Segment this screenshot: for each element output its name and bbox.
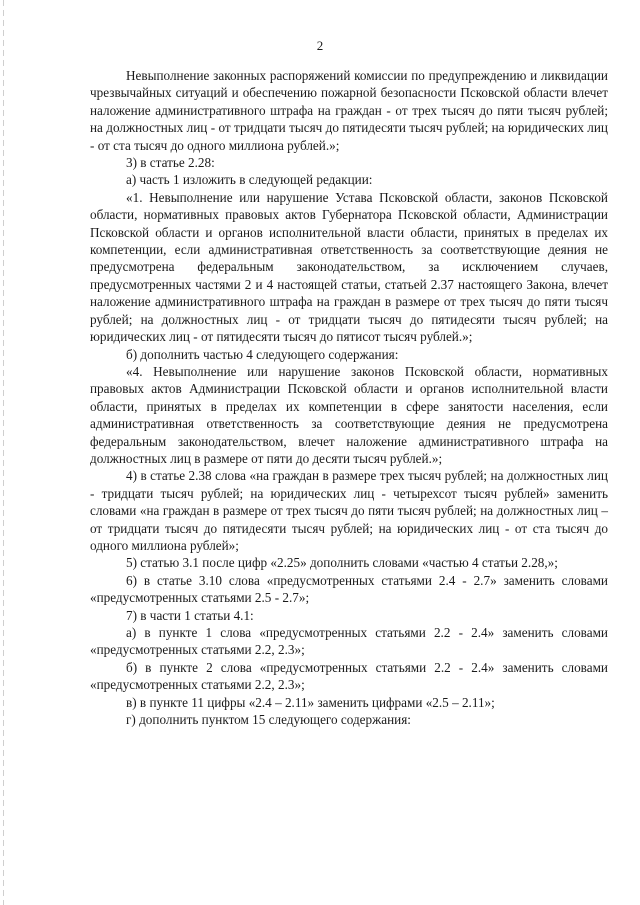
- paragraph-penalty-commission: Невыполнение законных распоряжений комиссии по предупреждению и ликвидации чрезвычайных ситуаций и обеспечению пожарной безопасности Псковской области влечет наложение административного штрафа на граждан - от трех тысяч до пяти тысяч рублей; на должностных лиц - от тридцати тысяч до пятидесяти тысяч рублей; на юридических лиц - от ста тысяч до одного миллиона рублей.»;: [90, 68, 608, 153]
- item-4-article-2-38: 4) в статье 2.38 слова «на граждан в размере трех тысяч рублей; на должностных лиц - тридцати тысяч рублей; на юридических лиц - четырехсот тысяч рублей» заменить словами «на граждан в размере от трех тысяч до пяти тысяч рублей; на должностных лиц – от тридцати тысяч до пятидесяти тысяч рублей; на юридических лиц - от ста тысяч до одного миллиона рублей»;: [90, 468, 608, 553]
- item-3a-part-1: а) часть 1 изложить в следующей редакции:: [126, 172, 373, 188]
- item-3-article-2-28: 3) в статье 2.28:: [126, 155, 215, 171]
- item-3b-part-4: б) дополнить частью 4 следующего содержания:: [126, 346, 399, 362]
- page-number: 2: [316, 38, 324, 53]
- quote-part-1-text: «1. Невыполнение или нарушение Устава Псковской области, законов Псковской области, нормативных правовых актов Губернатора Псковской области, Администрации Псковской области и органов исполнительной власти области, принятых в пределах их компетенции, если административная ответственность за соответствующие деяния не предусмотрена федеральным законодательством, за исключением случаев, предусмотренных частями 2 и 4 настоящей статьи, статьей 2.37 настоящего Закона, влечет наложение административного штрафа на граждан в размере от трех тысяч до пяти тысяч рублей; на должностных лиц - от тридцати тысяч до пятидесяти тысяч рублей; на юридических лиц - от пятидесяти тысяч до пятисот тысяч рублей.»;: [90, 189, 608, 345]
- scan-edge-line: [3, 0, 4, 905]
- item-5-article-3-1: 5) статью 3.1 после цифр «2.25» дополнить словами «частью 4 статьи 2.28,»;: [126, 555, 558, 571]
- item-7a-point-1: а) в пункте 1 слова «предусмотренных статьями 2.2 - 2.4» заменить словами «предусмотренных статьями 2.2, 2.3»;: [90, 625, 608, 658]
- document-body: [90, 67, 608, 728]
- item-7v-point-11: в) в пункте 11 цифры «2.4 – 2.11» заменить цифрами «2.5 – 2.11»;: [126, 694, 495, 710]
- item-7g-point-15: г) дополнить пунктом 15 следующего содержания:: [126, 712, 411, 728]
- item-7-article-4-1: 7) в части 1 статьи 4.1:: [126, 607, 254, 623]
- item-7b-point-2: б) в пункте 2 слова «предусмотренных статьями 2.2 - 2.4» заменить словами «предусмотренных статьями 2.2, 2.3»;: [90, 659, 608, 693]
- item-6-article-3-10: 6) в статье 3.10 слова «предусмотренных статьями 2.4 - 2.7» заменить словами «предусмотренных статьями 2.5 - 2.7»;: [90, 572, 608, 606]
- quote-part-4-text: «4. Невыполнение или нарушение законов Псковской области, нормативных правовых актов Администрации Псковской области и органов исполнительной власти области, принятых в пределах их компетенции в сфере занятости населения, если административная ответственность за соответствующие деяния не предусмотрена федеральным законодательством, влечет наложение административного штрафа на должностных лиц в размере от пяти до десяти тысяч рублей.»;: [90, 363, 608, 466]
